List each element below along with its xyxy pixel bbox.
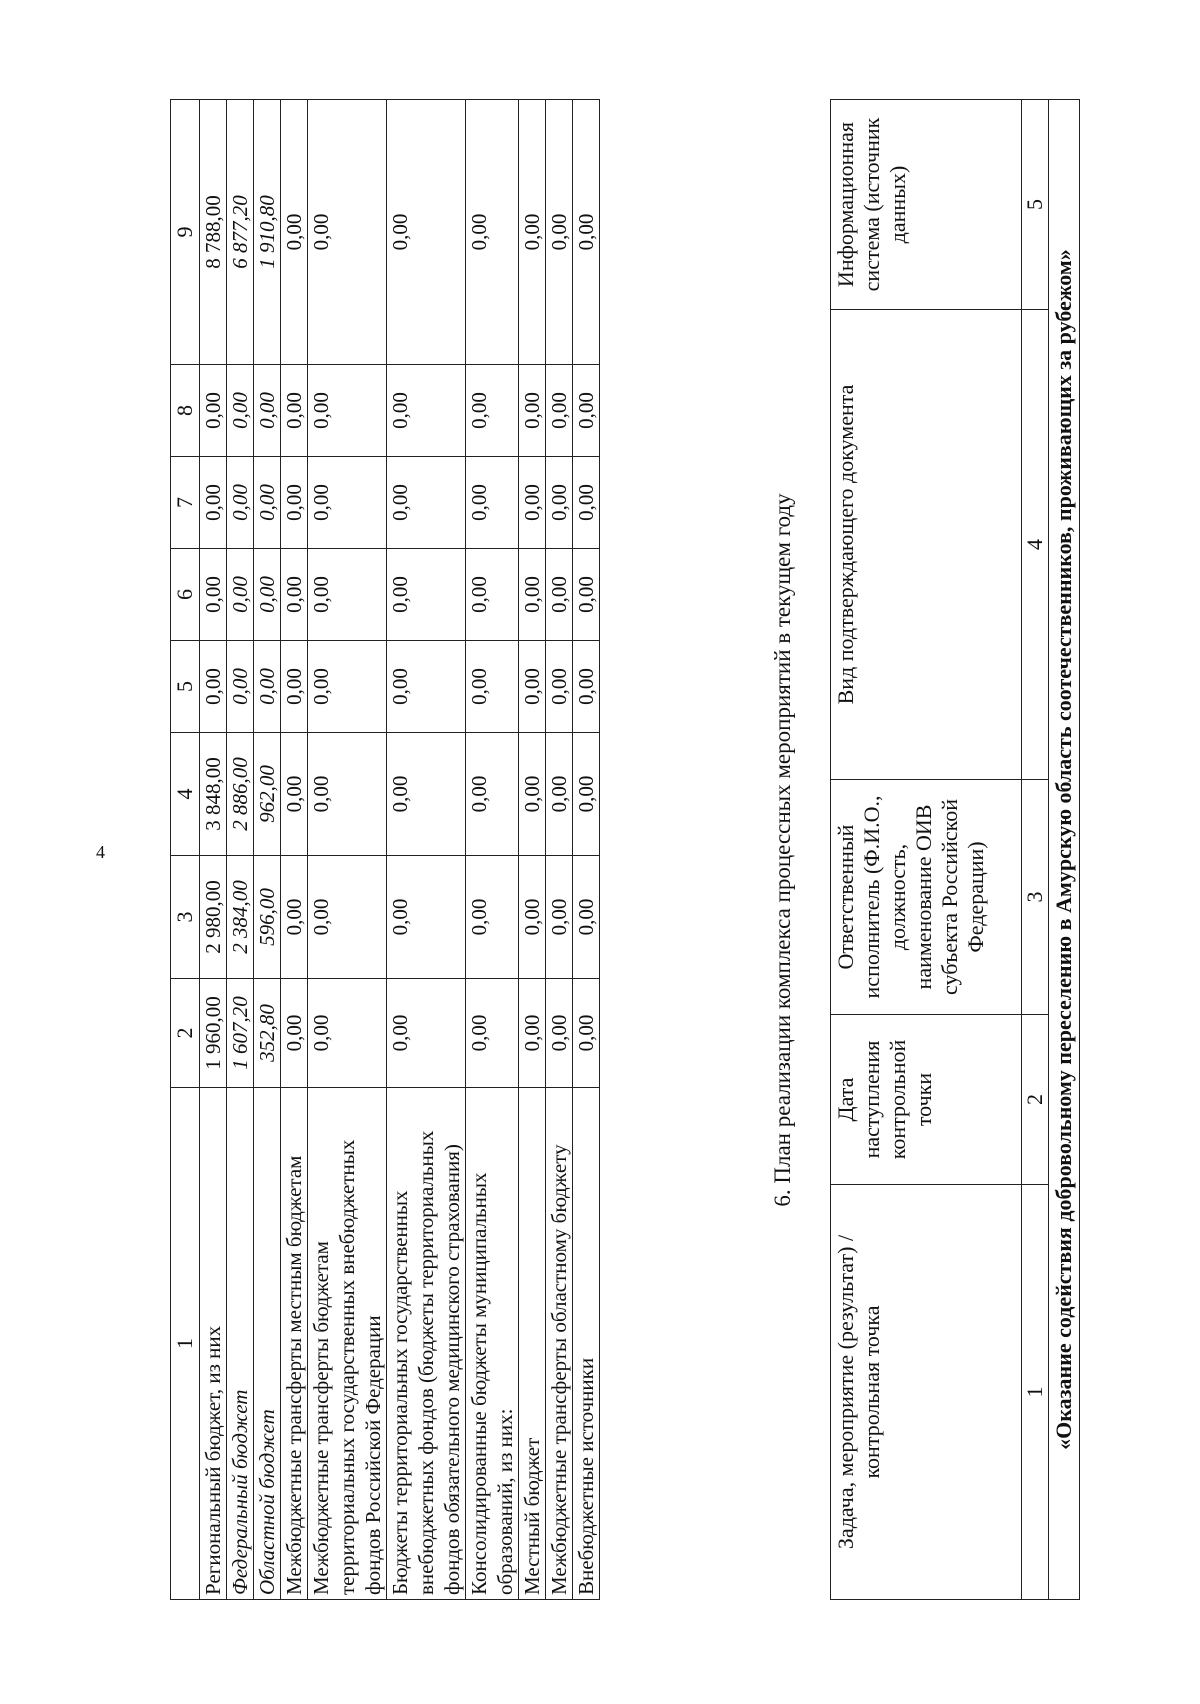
budget-row [573, 100, 600, 1600]
budget-row-label: Местный бюджет [519, 1088, 546, 1600]
plan-col-number: 1 [1022, 1185, 1049, 1600]
budget-cell: 0,00 [254, 365, 281, 457]
budget-row [466, 100, 519, 1600]
budget-cell: 0,00 [546, 365, 573, 457]
budget-cell: 0,00 [573, 457, 600, 549]
budget-table-body [200, 100, 600, 1600]
budget-cell: 0,00 [387, 733, 466, 856]
budget-cell: 0,00 [546, 457, 573, 549]
plan-column-numbers-row [1022, 100, 1049, 1600]
budget-cell: 0,00 [466, 641, 519, 733]
budget-cell: 0,00 [281, 641, 308, 733]
budget-row [546, 100, 573, 1600]
budget-cell: 0,00 [466, 733, 519, 856]
budget-row-label: Межбюджетные трансферты местным бюджетам [281, 1088, 308, 1600]
budget-cell: 0,00 [227, 641, 254, 733]
page-number: 4 [96, 842, 105, 862]
budget-col-header: 4 [171, 733, 200, 856]
plan-col-header-executor: Ответственный исполнитель (Ф.И.О., должность, наименование ОИВ субъекта Российской Федерации) [831, 780, 1022, 1015]
budget-cell: 0,00 [573, 100, 600, 365]
plan-task-title: «Оказание содействия добровольному переселению в Амурскую область соотечественников, проживающих за рубежом» [1049, 100, 1080, 1600]
budget-row-label: Внебюджетные источники [573, 1088, 600, 1600]
budget-row [519, 100, 546, 1600]
budget-table [170, 99, 600, 1600]
budget-cell: 0,00 [254, 457, 281, 549]
budget-col-header: 6 [171, 549, 200, 641]
budget-row [308, 100, 387, 1600]
plan-col-number: 2 [1022, 1015, 1049, 1185]
budget-cell: 0,00 [573, 733, 600, 856]
budget-cell: 0,00 [227, 457, 254, 549]
budget-cell: 0,00 [573, 549, 600, 641]
section-title: 6. План реализации комплекса процессных мероприятий в текущем году [770, 493, 795, 1207]
budget-cell: 0,00 [281, 365, 308, 457]
budget-col-header: 5 [171, 641, 200, 733]
budget-row [387, 100, 466, 1600]
budget-cell: 0,00 [308, 979, 387, 1088]
budget-cell: 0,00 [387, 549, 466, 641]
budget-cell: 0,00 [308, 856, 387, 979]
budget-cell: 1 910,80 [254, 100, 281, 365]
budget-cell: 0,00 [546, 979, 573, 1088]
budget-cell: 8 788,00 [200, 100, 227, 365]
budget-cell: 0,00 [281, 979, 308, 1088]
budget-row-label: Межбюджетные трансферты областному бюджету [546, 1088, 573, 1600]
budget-cell: 0,00 [546, 641, 573, 733]
budget-row-label: Федеральный бюджет [227, 1088, 254, 1600]
budget-cell: 0,00 [200, 549, 227, 641]
budget-row-label: Бюджеты территориальных государственных внебюджетных фондов (бюджеты территориальных фондов обязательного медицинского страхования) [387, 1088, 466, 1600]
budget-cell: 0,00 [308, 641, 387, 733]
landscape-page [170, 100, 1200, 1600]
budget-cell: 0,00 [519, 733, 546, 856]
budget-header-row [171, 100, 200, 1600]
plan-col-header-date: Дата наступления контрольной точки [831, 1015, 1022, 1185]
budget-cell: 3 848,00 [200, 733, 227, 856]
budget-cell: 0,00 [308, 457, 387, 549]
budget-cell: 0,00 [546, 856, 573, 979]
budget-cell: 0,00 [387, 856, 466, 979]
budget-cell: 0,00 [281, 549, 308, 641]
plan-col-number: 4 [1022, 310, 1049, 780]
budget-cell: 0,00 [387, 979, 466, 1088]
budget-cell: 0,00 [200, 457, 227, 549]
budget-cell: 0,00 [466, 365, 519, 457]
budget-row-label: Межбюджетные трансферты бюджетам территориальных государственных внебюджетных фондов Российской Федерации [308, 1088, 387, 1600]
budget-col-header: 9 [171, 100, 200, 365]
budget-row-label: Региональный бюджет, из них [200, 1088, 227, 1600]
budget-col-header: 7 [171, 457, 200, 549]
budget-cell: 0,00 [519, 100, 546, 365]
budget-cell: 0,00 [387, 365, 466, 457]
budget-row [227, 100, 254, 1600]
plan-col-number: 5 [1022, 100, 1049, 310]
plan-col-number: 3 [1022, 780, 1049, 1015]
budget-row [281, 100, 308, 1600]
budget-cell: 0,00 [200, 641, 227, 733]
budget-cell: 0,00 [387, 100, 466, 365]
budget-cell: 0,00 [519, 641, 546, 733]
budget-cell: 1 607,20 [227, 979, 254, 1088]
budget-cell: 0,00 [254, 549, 281, 641]
budget-cell: 0,00 [546, 733, 573, 856]
budget-cell: 0,00 [466, 549, 519, 641]
budget-cell: 0,00 [308, 365, 387, 457]
budget-cell: 0,00 [519, 457, 546, 549]
budget-cell: 1 960,00 [200, 979, 227, 1088]
budget-cell: 0,00 [573, 365, 600, 457]
budget-cell: 0,00 [281, 733, 308, 856]
plan-col-header-system: Информационная система (источник данных) [831, 100, 1022, 310]
budget-cell: 0,00 [546, 100, 573, 365]
budget-row-label: Консолидированные бюджеты муниципальных образований, из них: [466, 1088, 519, 1600]
budget-cell: 0,00 [308, 549, 387, 641]
budget-col-header: 2 [171, 979, 200, 1088]
budget-cell: 0,00 [308, 733, 387, 856]
budget-row [254, 100, 281, 1600]
plan-col-header-document: Вид подтверждающего документа [831, 310, 1022, 780]
budget-cell: 0,00 [200, 365, 227, 457]
plan-col-header-task: Задача, мероприятие (результат) / контрольная точка [831, 1185, 1022, 1600]
budget-cell: 0,00 [227, 549, 254, 641]
budget-col-header: 8 [171, 365, 200, 457]
budget-cell: 0,00 [466, 100, 519, 365]
budget-cell: 0,00 [387, 641, 466, 733]
plan-task-row [1049, 100, 1080, 1600]
budget-cell: 0,00 [573, 641, 600, 733]
budget-cell: 0,00 [308, 100, 387, 365]
budget-cell: 0,00 [254, 641, 281, 733]
plan-header-row [831, 100, 1022, 1600]
budget-cell: 0,00 [281, 856, 308, 979]
budget-cell: 2 980,00 [200, 856, 227, 979]
budget-cell: 0,00 [466, 856, 519, 979]
plan-table [830, 99, 1080, 1600]
budget-cell: 0,00 [466, 979, 519, 1088]
budget-row-label: Областной бюджет [254, 1088, 281, 1600]
budget-col-header: 1 [171, 1088, 200, 1600]
budget-cell: 0,00 [466, 457, 519, 549]
budget-cell: 0,00 [519, 365, 546, 457]
budget-cell: 0,00 [573, 856, 600, 979]
budget-cell: 0,00 [573, 979, 600, 1088]
budget-cell: 2 384,00 [227, 856, 254, 979]
budget-cell: 0,00 [227, 365, 254, 457]
budget-cell: 352,80 [254, 979, 281, 1088]
budget-cell: 596,00 [254, 856, 281, 979]
budget-cell: 0,00 [519, 856, 546, 979]
budget-col-header: 3 [171, 856, 200, 979]
budget-cell: 6 877,20 [227, 100, 254, 365]
budget-cell: 0,00 [519, 549, 546, 641]
budget-cell: 0,00 [546, 549, 573, 641]
budget-cell: 2 886,00 [227, 733, 254, 856]
budget-cell: 0,00 [281, 457, 308, 549]
budget-cell: 0,00 [387, 457, 466, 549]
budget-cell: 0,00 [519, 979, 546, 1088]
budget-cell: 962,00 [254, 733, 281, 856]
budget-row [200, 100, 227, 1600]
budget-cell: 0,00 [281, 100, 308, 365]
